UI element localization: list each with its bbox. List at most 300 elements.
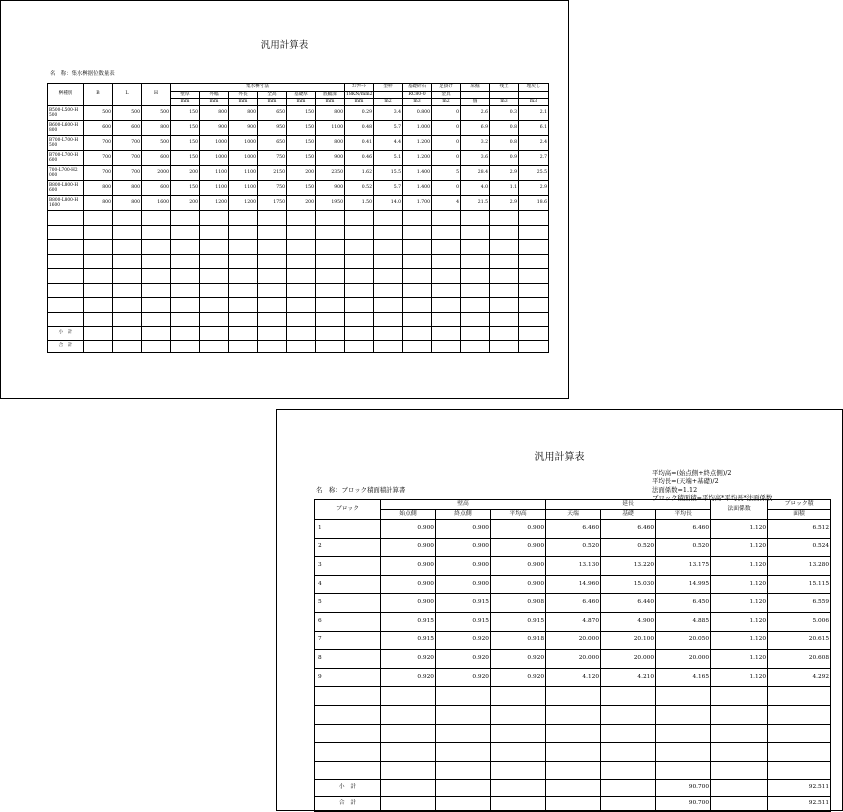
empty-cell [200, 298, 229, 313]
empty-cell [381, 743, 436, 762]
cell-h: 500 [142, 136, 171, 151]
cell-bd: 2350 [316, 166, 345, 181]
empty-cell [287, 240, 316, 255]
cell-sur: 0.8 [490, 121, 519, 136]
cell-ow: 900 [200, 121, 229, 136]
cell-grav: 1.200 [403, 151, 432, 166]
header-surplus: 残土 [490, 84, 519, 92]
table-row [48, 106, 549, 121]
header-bottom-depth: 底幅深 [316, 92, 345, 99]
empty-cell [142, 283, 171, 298]
unit-cell: m3 [519, 99, 549, 106]
empty-cell [316, 327, 345, 341]
cell-conc: 0.46 [345, 151, 374, 166]
cell-grav: 1.000 [403, 121, 432, 136]
empty-cell [287, 312, 316, 327]
header-lid: 足掛け [432, 84, 461, 92]
cell-al: 4.885 [656, 612, 711, 631]
cell-a: 13.280 [768, 557, 831, 576]
sheet-name: 名 称：集水桝据位数量表 [50, 71, 115, 77]
empty-cell [113, 312, 142, 327]
empty-cell [113, 341, 142, 353]
total-label: 合 計 [315, 797, 381, 812]
cell-b: 500 [84, 106, 113, 121]
header-excavation: 床掘 [461, 84, 490, 92]
empty-cell [491, 761, 546, 780]
cell-s: 0.900 [381, 538, 436, 557]
empty-cell [436, 761, 491, 780]
cell-h: 1600 [142, 196, 171, 211]
empty-cell [171, 254, 200, 269]
empty-cell [84, 269, 113, 284]
cell-b: 0.520 [601, 538, 656, 557]
subtotal-area: 92.511 [768, 780, 831, 797]
sheet-title: 汎用計算表 [260, 40, 309, 51]
empty-cell [432, 240, 461, 255]
cell-th: 750 [258, 151, 287, 166]
cell-exc: 4.0 [461, 181, 490, 196]
table-row [315, 520, 831, 539]
table-row [315, 650, 831, 669]
cell-ah: 0.900 [491, 520, 546, 539]
empty-cell [374, 211, 403, 226]
empty-cell [546, 724, 601, 743]
cell-ol: 1100 [229, 181, 258, 196]
empty-cell [461, 298, 490, 313]
empty-cell [374, 254, 403, 269]
total-row [315, 797, 831, 812]
empty-cell [403, 269, 432, 284]
header-base-gravel: 基礎砕石 [403, 84, 432, 92]
header-dimensions-group: 集水桝寸法 [171, 84, 345, 92]
empty-cell [142, 240, 171, 255]
cell-conc: 1.62 [345, 166, 374, 181]
cell-ah: 0.920 [491, 668, 546, 687]
cell-e: 0.915 [436, 612, 491, 631]
empty-cell [84, 254, 113, 269]
empty-cell [711, 705, 768, 724]
empty-cell [48, 312, 84, 327]
empty-cell [490, 327, 519, 341]
cell-b: 4.210 [601, 668, 656, 687]
empty-cell [345, 254, 374, 269]
unit-cell: m3 [403, 99, 432, 106]
empty-cell [258, 211, 287, 226]
cell-l: 700 [113, 136, 142, 151]
empty-cell [200, 283, 229, 298]
empty-cell [374, 312, 403, 327]
empty-cell [229, 327, 258, 341]
empty-cell [200, 269, 229, 284]
empty-cell [519, 327, 549, 341]
cell-b: 800 [84, 196, 113, 211]
empty-cell [490, 283, 519, 298]
empty-cell [171, 341, 200, 353]
empty-cell [519, 298, 549, 313]
cell-conc: 0.52 [345, 181, 374, 196]
cell-al: 20.050 [656, 631, 711, 650]
cell-b: 600 [84, 121, 113, 136]
header-total-height: 全高 [258, 92, 287, 99]
empty-cell [142, 341, 171, 353]
cell-t: 20.000 [546, 631, 601, 650]
empty-cell [113, 327, 142, 341]
cell-sur: 0.8 [490, 136, 519, 151]
empty-cell [601, 724, 656, 743]
sheet-title: 汎用計算表 [534, 452, 585, 463]
header-lid-sub: 金具 [432, 92, 461, 99]
empty-cell [113, 254, 142, 269]
empty-cell [403, 211, 432, 226]
header-type: 桝種別 [48, 84, 84, 106]
cell-ah: 0.908 [491, 594, 546, 613]
block-no: 4 [315, 575, 381, 594]
empty-cell [601, 797, 656, 812]
header-excavation-sub [461, 92, 490, 99]
cell-th: 950 [258, 121, 287, 136]
header-coef: 法面係数 [711, 500, 768, 520]
cell-s: 0.900 [381, 520, 436, 539]
unit-cell: 個 [461, 99, 490, 106]
empty-cell [432, 254, 461, 269]
empty-cell [171, 283, 200, 298]
cell-c: 1.120 [711, 557, 768, 576]
empty-cell [461, 312, 490, 327]
empty-cell [200, 254, 229, 269]
cell-ah: 0.915 [491, 612, 546, 631]
empty-cell [436, 743, 491, 762]
cell-grav: 1.700 [403, 196, 432, 211]
empty-cell [374, 298, 403, 313]
empty-cell [432, 225, 461, 240]
cell-a: 15.115 [768, 575, 831, 594]
cell-form: 3.4 [374, 106, 403, 121]
cell-form: 5.1 [374, 151, 403, 166]
cell-ah: 0.918 [491, 631, 546, 650]
empty-cell [490, 298, 519, 313]
header-area2: 面積 [768, 510, 831, 520]
empty-cell [287, 225, 316, 240]
empty-row [48, 269, 549, 284]
cell-back: 2.9 [519, 181, 549, 196]
empty-cell [490, 341, 519, 353]
cell-c: 1.120 [711, 612, 768, 631]
table-row [48, 121, 549, 136]
header-top: 天端 [546, 510, 601, 520]
total-length: 90.700 [656, 797, 711, 812]
cell-ah: 0.900 [491, 538, 546, 557]
empty-cell [432, 327, 461, 341]
unit-cell: mm [171, 99, 200, 106]
block-no: 9 [315, 668, 381, 687]
cell-back: 2.7 [519, 151, 549, 166]
empty-cell [113, 225, 142, 240]
empty-cell [345, 312, 374, 327]
cell-grav: 1.400 [403, 181, 432, 196]
cell-ol: 1000 [229, 136, 258, 151]
empty-cell [315, 687, 381, 706]
cell-e: 0.900 [436, 575, 491, 594]
cell-back: 25.5 [519, 166, 549, 181]
cell-ow: 1100 [200, 181, 229, 196]
cell-th: 650 [258, 136, 287, 151]
empty-cell [258, 298, 287, 313]
empty-cell [519, 254, 549, 269]
header-surplus-sub [490, 92, 519, 99]
cell-a: 4.292 [768, 668, 831, 687]
empty-cell [711, 780, 768, 797]
table-row [315, 612, 831, 631]
cell-s: 0.920 [381, 668, 436, 687]
empty-cell [229, 269, 258, 284]
cell-l: 800 [113, 196, 142, 211]
cell-s: 0.900 [381, 557, 436, 576]
subtotal-row [48, 327, 549, 341]
cell-ow: 1100 [200, 166, 229, 181]
cell-b: 6.440 [601, 594, 656, 613]
cell-grav: 1.200 [403, 136, 432, 151]
empty-cell [381, 687, 436, 706]
block-no: 5 [315, 594, 381, 613]
cell-t: 4.120 [546, 668, 601, 687]
empty-cell [287, 283, 316, 298]
empty-cell [229, 225, 258, 240]
cell-exc: 3.2 [461, 136, 490, 151]
empty-cell [171, 312, 200, 327]
cell-bt: 150 [287, 106, 316, 121]
empty-cell [48, 254, 84, 269]
cell-form: 14.0 [374, 196, 403, 211]
cell-bd: 900 [316, 151, 345, 166]
empty-cell [200, 225, 229, 240]
cell-a: 6.512 [768, 520, 831, 539]
empty-cell [258, 312, 287, 327]
cell-form: 15.5 [374, 166, 403, 181]
empty-cell [171, 225, 200, 240]
cell-s: 0.920 [381, 650, 436, 669]
empty-cell [345, 211, 374, 226]
empty-cell [461, 283, 490, 298]
empty-cell [200, 211, 229, 226]
empty-cell [519, 312, 549, 327]
empty-cell [258, 254, 287, 269]
header-end: 終点側 [436, 510, 491, 520]
cell-lid: 0 [432, 121, 461, 136]
cell-back: 2.1 [519, 106, 549, 121]
unit-cell: mm [229, 99, 258, 106]
cell-ow: 1000 [200, 151, 229, 166]
cell-b: 6.460 [601, 520, 656, 539]
cell-lid: 4 [432, 196, 461, 211]
empty-cell [287, 341, 316, 353]
block-no: 7 [315, 631, 381, 650]
header-outer-width: 外幅 [200, 92, 229, 99]
cell-back: 2.4 [519, 136, 549, 151]
empty-cell [315, 761, 381, 780]
empty-cell [519, 211, 549, 226]
header-start: 始点側 [381, 510, 436, 520]
empty-cell [656, 724, 711, 743]
empty-cell [48, 298, 84, 313]
unit-cell: mm [345, 99, 374, 106]
cell-t: 0.520 [546, 538, 601, 557]
cell-t: 6.460 [546, 594, 601, 613]
cell-bd: 800 [316, 106, 345, 121]
cell-b: 20.000 [601, 650, 656, 669]
header-backfill-sub [519, 92, 549, 99]
cell-b: 700 [84, 151, 113, 166]
empty-cell [403, 240, 432, 255]
empty-cell [403, 341, 432, 353]
cell-b: 20.100 [601, 631, 656, 650]
cell-wall: 150 [171, 136, 200, 151]
header-avg-height: 平均高 [491, 510, 546, 520]
empty-cell [374, 327, 403, 341]
empty-cell [546, 687, 601, 706]
cell-a: 20.608 [768, 650, 831, 669]
cell-l: 800 [113, 181, 142, 196]
empty-cell [287, 298, 316, 313]
subtotal-label: 小 計 [315, 780, 381, 797]
cell-e: 0.920 [436, 668, 491, 687]
empty-cell [711, 797, 768, 812]
cell-bt: 150 [287, 121, 316, 136]
cell-sur: 0.3 [490, 106, 519, 121]
empty-cell [316, 341, 345, 353]
cell-e: 0.900 [436, 557, 491, 576]
empty-cell [656, 761, 711, 780]
cell-wall: 150 [171, 151, 200, 166]
cell-back: 6.1 [519, 121, 549, 136]
cell-t: 20.000 [546, 650, 601, 669]
empty-cell [171, 211, 200, 226]
cell-s: 0.915 [381, 631, 436, 650]
empty-cell [229, 211, 258, 226]
cell-ol: 1200 [229, 196, 258, 211]
empty-cell [315, 743, 381, 762]
cell-e: 0.920 [436, 631, 491, 650]
unit-cell: mm [258, 99, 287, 106]
cell-al: 0.520 [656, 538, 711, 557]
empty-cell [656, 743, 711, 762]
table-row [315, 631, 831, 650]
cell-b: 800 [84, 181, 113, 196]
calc-sheet-catch-basin [0, 0, 569, 399]
unit-cell: m2 [374, 99, 403, 106]
empty-cell [316, 298, 345, 313]
empty-cell [490, 254, 519, 269]
cell-exc: 6.9 [461, 121, 490, 136]
header-h: H [142, 84, 171, 106]
calc-sheet-block-area [276, 409, 843, 811]
empty-cell [491, 780, 546, 797]
unit-cell: mm [316, 99, 345, 106]
empty-cell [229, 298, 258, 313]
empty-cell [345, 240, 374, 255]
empty-cell [491, 743, 546, 762]
empty-cell [461, 211, 490, 226]
cell-lid: 0 [432, 136, 461, 151]
empty-cell [48, 283, 84, 298]
empty-cell [436, 780, 491, 797]
header-length-group: 延長 [546, 500, 711, 510]
cell-b: 13.220 [601, 557, 656, 576]
cell-exc: 21.5 [461, 196, 490, 211]
empty-cell [142, 211, 171, 226]
empty-cell [316, 269, 345, 284]
empty-cell [48, 225, 84, 240]
cell-b: 700 [84, 166, 113, 181]
empty-cell [432, 269, 461, 284]
table-row [48, 181, 549, 196]
cell-al: 4.165 [656, 668, 711, 687]
table-row [315, 538, 831, 557]
empty-cell [601, 743, 656, 762]
block-no: 2 [315, 538, 381, 557]
empty-cell [519, 225, 549, 240]
empty-cell [519, 240, 549, 255]
empty-cell [432, 312, 461, 327]
empty-cell [113, 211, 142, 226]
empty-cell [436, 705, 491, 724]
cell-c: 1.120 [711, 650, 768, 669]
cell-conc: 0.29 [345, 106, 374, 121]
catch-basin-table [47, 83, 549, 353]
empty-cell [374, 269, 403, 284]
empty-cell [345, 327, 374, 341]
block-no: 8 [315, 650, 381, 669]
empty-cell [374, 341, 403, 353]
table-row [315, 594, 831, 613]
row-label: B700-L700-H 500 [48, 136, 84, 151]
empty-cell [432, 211, 461, 226]
empty-cell [258, 327, 287, 341]
cell-e: 0.915 [436, 594, 491, 613]
empty-cell [432, 341, 461, 353]
cell-ol: 800 [229, 106, 258, 121]
cell-ol: 900 [229, 121, 258, 136]
empty-cell [491, 797, 546, 812]
empty-cell [258, 283, 287, 298]
cell-bt: 150 [287, 181, 316, 196]
empty-cell [519, 341, 549, 353]
row-label: B500-L500-H 500 [48, 106, 84, 121]
cell-ow: 800 [200, 106, 229, 121]
cell-h: 600 [142, 181, 171, 196]
cell-exc: 28.4 [461, 166, 490, 181]
table-row [48, 196, 549, 211]
empty-cell [316, 254, 345, 269]
empty-cell [768, 705, 831, 724]
table-row [315, 575, 831, 594]
empty-cell [345, 341, 374, 353]
empty-row [48, 283, 549, 298]
empty-cell [461, 341, 490, 353]
cell-b: 700 [84, 136, 113, 151]
empty-cell [229, 341, 258, 353]
empty-cell [491, 705, 546, 724]
empty-cell [171, 240, 200, 255]
empty-cell [490, 211, 519, 226]
empty-cell [656, 705, 711, 724]
cell-bt: 200 [287, 196, 316, 211]
empty-cell [258, 225, 287, 240]
subtotal-label: 小 計 [48, 327, 84, 341]
empty-cell [258, 341, 287, 353]
empty-cell [374, 240, 403, 255]
cell-back: 18.6 [519, 196, 549, 211]
subtotal-length: 90.700 [656, 780, 711, 797]
